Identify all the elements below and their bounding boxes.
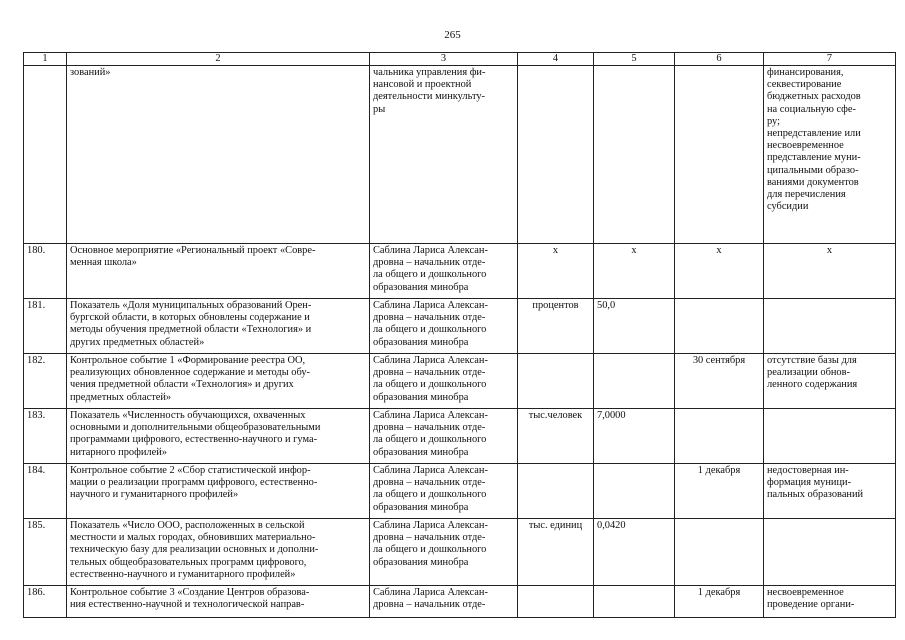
measures-table xyxy=(23,52,896,618)
responsible-person: Саблина Лариса Алексан- дровна – начальник отде- ла общего и дошкольного образования минобра xyxy=(370,409,518,464)
deadline: 30 сентября xyxy=(675,354,764,409)
target-value xyxy=(594,464,675,519)
table-row xyxy=(24,464,896,519)
header-col-5: 5 xyxy=(594,53,675,66)
unit xyxy=(518,464,594,519)
risk-description xyxy=(764,409,896,464)
responsible-person: чальника управления фи- нансовой и проектной деятельности минкульту- ры xyxy=(370,66,518,244)
deadline: 1 декабря xyxy=(675,586,764,618)
responsible-person: Саблина Лариса Алексан- дровна – начальник отде- ла общего и дошкольного образования минобра xyxy=(370,464,518,519)
unit: тыс.человек xyxy=(518,409,594,464)
target-value: 50,0 xyxy=(594,299,675,354)
measure-name: Показатель «Доля муниципальных образований Орен- бургской области, в которых обновлены содержание и методы обучения предметной области «Технология» и других предметных областей» xyxy=(67,299,370,354)
header-col-2: 2 xyxy=(67,53,370,66)
measure-name: зований» xyxy=(67,66,370,244)
row-number: 183. xyxy=(24,409,67,464)
row-number: 184. xyxy=(24,464,67,519)
header-col-7: 7 xyxy=(764,53,896,66)
row-number: 181. xyxy=(24,299,67,354)
deadline xyxy=(675,519,764,586)
header-col-4: 4 xyxy=(518,53,594,66)
header-col-3: 3 xyxy=(370,53,518,66)
deadline xyxy=(675,409,764,464)
deadline xyxy=(675,299,764,354)
target-value: 7,0000 xyxy=(594,409,675,464)
unit xyxy=(518,586,594,618)
table-row xyxy=(24,354,896,409)
measure-name: Контрольное событие 2 «Сбор статистической инфор- мации о реализации программ цифрового, естественно- научного и гуманитарного профилей» xyxy=(67,464,370,519)
unit xyxy=(518,354,594,409)
measure-name: Основное мероприятие «Региональный проект «Совре- менная школа» xyxy=(67,244,370,299)
measure-name: Контрольное событие 3 «Создание Центров образова- ния естественно-научной и технологической направ- xyxy=(67,586,370,618)
unit: х xyxy=(518,244,594,299)
target-value xyxy=(594,354,675,409)
risk-description xyxy=(764,519,896,586)
header-col-1: 1 xyxy=(24,53,67,66)
deadline xyxy=(675,66,764,244)
row-number: 185. xyxy=(24,519,67,586)
table-row xyxy=(24,244,896,299)
responsible-person: Саблина Лариса Алексан- дровна – начальник отде- ла общего и дошкольного образования минобра xyxy=(370,354,518,409)
target-value: 0,0420 xyxy=(594,519,675,586)
target-value xyxy=(594,66,675,244)
table-row xyxy=(24,409,896,464)
page-number: 265 xyxy=(444,29,461,41)
row-number: 180. xyxy=(24,244,67,299)
responsible-person: Саблина Лариса Алексан- дровна – начальник отде- ла общего и дошкольного образования минобра xyxy=(370,519,518,586)
responsible-person: Саблина Лариса Алексан- дровна – начальник отде- xyxy=(370,586,518,618)
risk-description: х xyxy=(764,244,896,299)
table-header xyxy=(24,53,896,66)
target-value: х xyxy=(594,244,675,299)
responsible-person: Саблина Лариса Алексан- дровна – начальник отде- ла общего и дошкольного образования минобра xyxy=(370,299,518,354)
unit xyxy=(518,66,594,244)
measure-name: Показатель «Число ООО, расположенных в сельской местности и малых городах, обновивших материально- техническую базу для реализации основных и дополни- тельных общеобразовательных программ цифрового, естественно-научного и гуманитарного профилей» xyxy=(67,519,370,586)
risk-description: несвоевременное проведение органи- xyxy=(764,586,896,618)
table-row xyxy=(24,519,896,586)
measure-name: Показатель «Численность обучающихся, охваченных основными и дополнительными общеобразовательными программами цифрового, естественно-научного и гума- нитарного профилей» xyxy=(67,409,370,464)
table-row xyxy=(24,299,896,354)
table-row xyxy=(24,586,896,618)
target-value xyxy=(594,586,675,618)
risk-description xyxy=(764,299,896,354)
row-number: 186. xyxy=(24,586,67,618)
deadline: 1 декабря xyxy=(675,464,764,519)
table-row xyxy=(24,66,896,244)
responsible-person: Саблина Лариса Алексан- дровна – начальник отде- ла общего и дошкольного образования минобра xyxy=(370,244,518,299)
header-col-6: 6 xyxy=(675,53,764,66)
unit: тыс. единиц xyxy=(518,519,594,586)
risk-description: отсутствие базы для реализации обнов- ленного содержания xyxy=(764,354,896,409)
unit: процентов xyxy=(518,299,594,354)
risk-description: финансирования, секвестирование бюджетных расходов на социальную сфе- ру; непредставление или несвоевременное представление муни- ципальными образо- ваниями документов для перечисления субсидии xyxy=(764,66,896,244)
measure-name: Контрольное событие 1 «Формирование реестра ОО, реализующих обновленное содержание и методы обу- чения предметной области «Технология» и других предметных областей» xyxy=(67,354,370,409)
row-number xyxy=(24,66,67,244)
row-number: 182. xyxy=(24,354,67,409)
risk-description: недостоверная ин- формация муници- пальных образований xyxy=(764,464,896,519)
deadline: х xyxy=(675,244,764,299)
